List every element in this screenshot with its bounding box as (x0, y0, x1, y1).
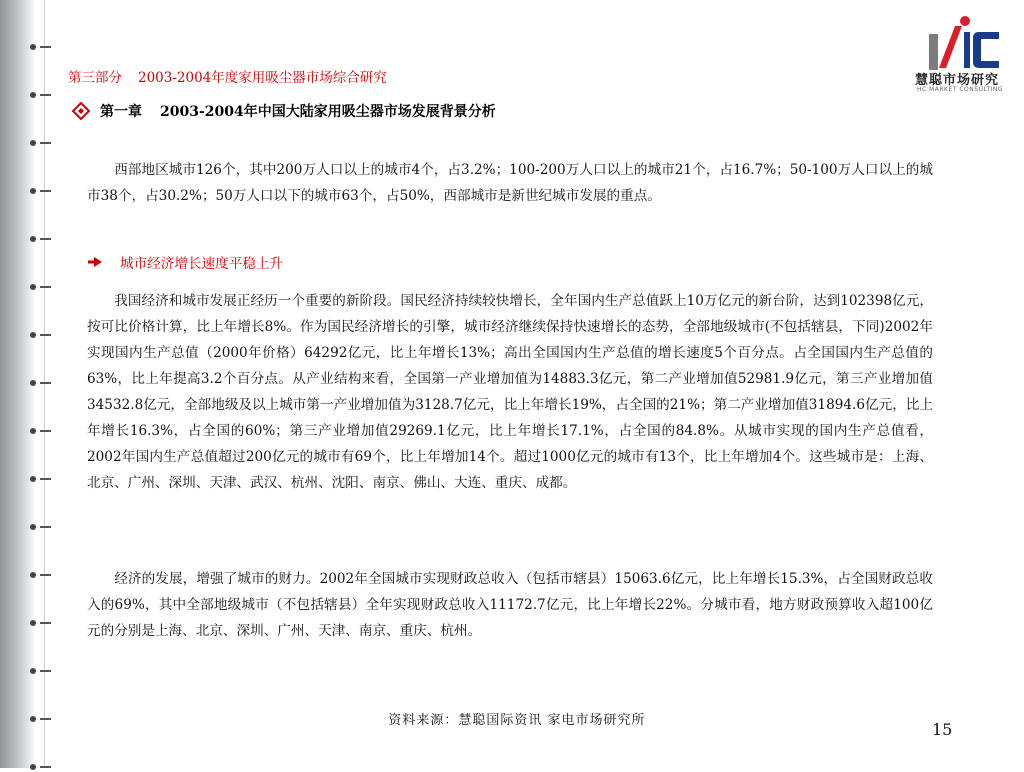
binder-ring (30, 138, 52, 148)
logo-name: 慧聪市场研究 (915, 73, 1000, 88)
binder-ring (30, 90, 52, 100)
paragraph-city-economy: 我国经济和城市发展正经历一个重要的新阶段。国民经济持续较快增长，全年国内生产总值跃上10万亿元的新台阶，达到102398亿元，按可比价格计算，比上年增长8%。作为国民经济增长的引擎，城市经济继续保持快速增长的态势，全部地级城市(不包括辖县，下同)2002年实现国内生产总值（2000年价格）64292亿元，比上年增长13%；高出全国国内生产总值的增长速度5个百分点。占全国国内生产总值的63%，比上年提高3.2个百分点。从产业结构来看，全国第一产业增加值为14883.3亿元，第二产业增加值52981.9亿元，第三产业增加值34532.8亿元，全部地级及以上城市第一产业增加值为3128.7亿元，比上年增长19%，占全国的21%；第二产业增加值31894.6亿元，比上年增长16.3%，占全国的60%；第三产业增加值29269.1亿元，比上年增长17.1%，占全国的84.8%。从城市实现的国内生产总值看，2002年国内生产总值超过200亿元的城市有69个，比上年增加14个。超过1000亿元的城市有13个，比上年增加4个。这些城市是：上海、北京、广州、深圳、天津、武汉、杭州、沈阳、南京、佛山、大连、重庆、成都。 (87, 293, 933, 491)
subheading-text: 城市经济增长速度平稳上升 (120, 256, 284, 272)
section-name: 2003-2004年度家用吸尘器市场综合研究 (138, 70, 387, 86)
page-number: 15 (932, 720, 953, 739)
binder-ring (30, 42, 52, 52)
binder-ring (30, 378, 52, 388)
paragraph-west-cities: 西部地区城市126个，其中200万人口以上的城市4个，占3.2%；100-200万人口以上的城市21个，占16.7%；50-100万人口以上的城市38个，占30.2%；50万人口以下的城市63个，占50%，西部城市是新世纪城市发展的重点。 (87, 162, 933, 204)
binder-ring (30, 762, 52, 772)
binder-ring (30, 426, 52, 436)
binder-ring (30, 234, 52, 244)
section-title (68, 66, 387, 86)
body-text-economy (87, 288, 933, 502)
chapter-label: 第一章 (100, 104, 142, 120)
logo-subtitle: HC MARKET CONSULTING (917, 86, 1004, 93)
binder-ring (30, 618, 52, 628)
binder-ring (30, 522, 52, 532)
subheading (88, 252, 283, 272)
binder-ring (30, 474, 52, 484)
section-part: 第三部分 (68, 70, 122, 86)
source-note: 资料来源：慧聪国际资讯 家电市场研究所 (388, 713, 646, 728)
diamond-icon (72, 102, 90, 120)
paragraph-city-finance: 经济的发展，增强了城市的财力。2002年全国城市实现财政总收入（包括市辖县）15063.6亿元，比上年增长15.3%，占全国财政总收入的69%，其中全部地级城市（不包括辖县）全年实现财政总收入11172.7亿元，比上年增长22%。分城市看，地方财政预算收入超100亿元的分别是上海、北京、深圳、广州、天津、南京、重庆、杭州。 (87, 571, 933, 639)
binder-ring (30, 282, 52, 292)
binder-ring (30, 570, 52, 580)
binder-strip (0, 0, 34, 768)
chapter-title: 2003-2004年中国大陆家用吸尘器市场发展背景分析 (160, 104, 496, 120)
binder-ring (30, 186, 52, 196)
binder-ring (30, 330, 52, 340)
body-text-finance (87, 566, 933, 650)
logo-mark (929, 16, 999, 70)
arrow-right-icon (88, 257, 102, 267)
chapter-heading (72, 101, 496, 121)
body-text (87, 157, 933, 215)
binder-ring (30, 666, 52, 676)
